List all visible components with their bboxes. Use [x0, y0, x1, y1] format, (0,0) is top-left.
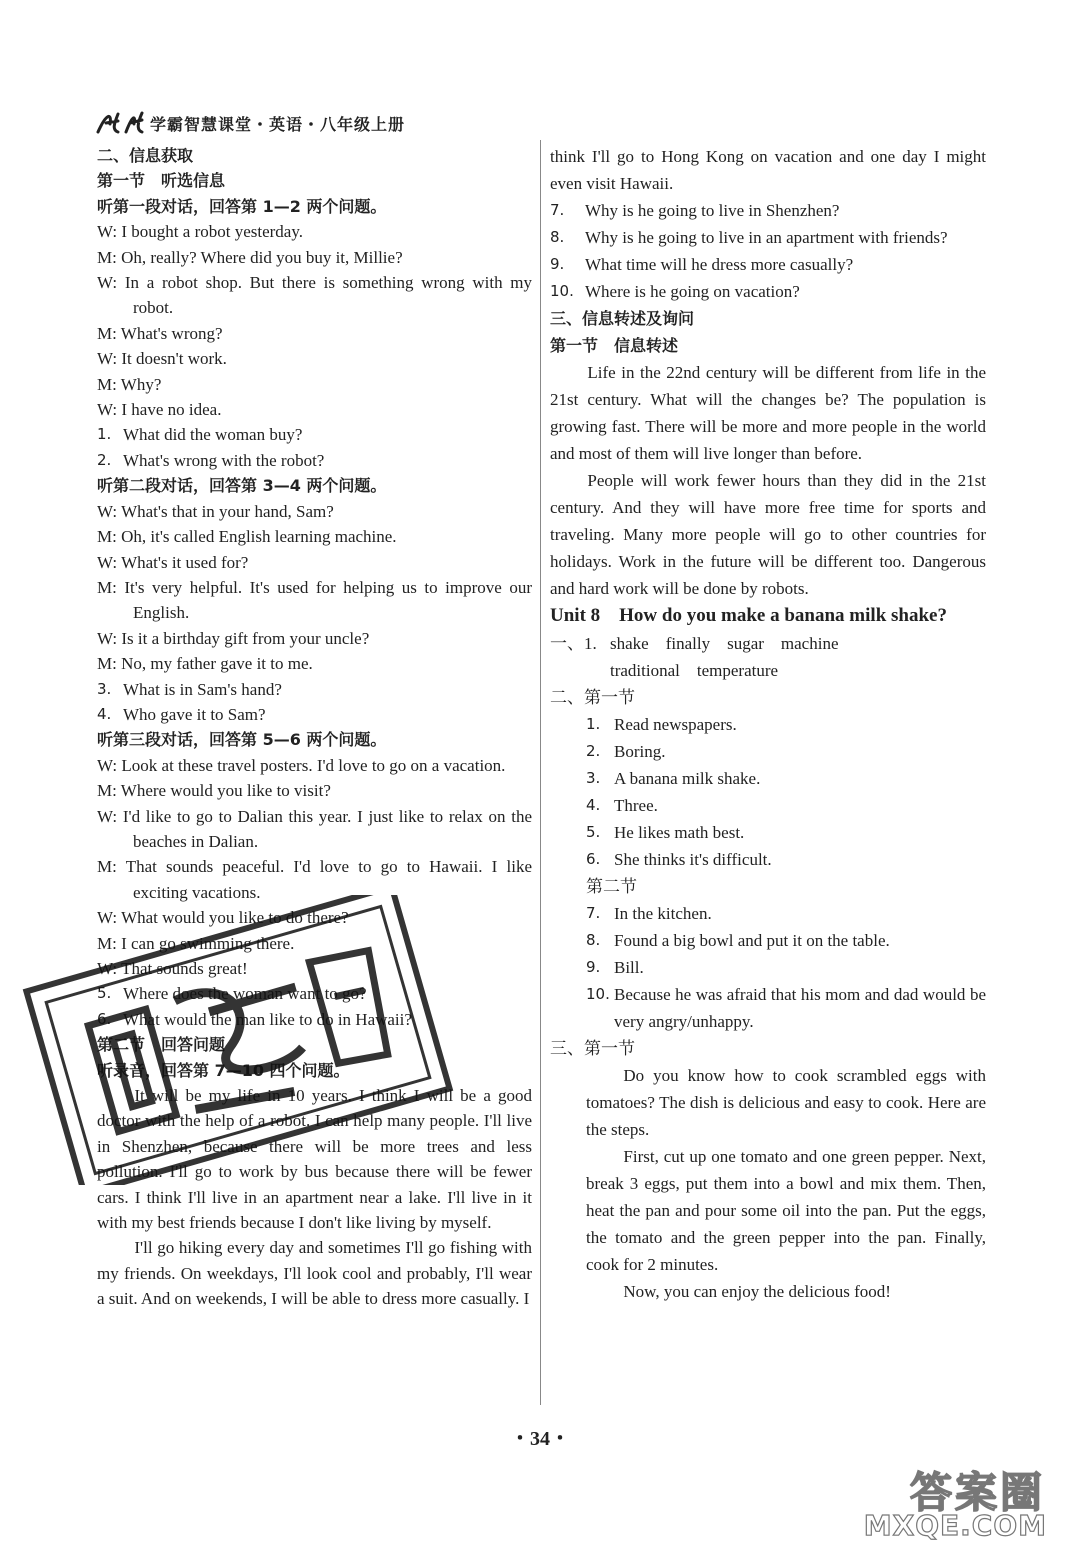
dialogue-line — [97, 804, 532, 855]
right-column — [550, 143, 986, 1305]
passage-paragraph: Now, you can enjoy the delicious food! — [623, 1282, 891, 1301]
item-number: 7. — [586, 904, 601, 922]
dialogue-line — [97, 956, 532, 981]
page-number: ・34・ — [510, 1428, 570, 1450]
dialogue-2 — [97, 499, 532, 677]
dialogue-line — [97, 550, 532, 575]
unit-title: Unit 8 How do you make a banana milk shake? — [550, 605, 947, 626]
dialogue-text: What's that in your hand, Sam? — [121, 501, 334, 521]
passage-paragraph: It will be my life in 10 years. I think I will be a good doctor with the help of a robot. I can help many people. I'll live in Shenzhen, because there will be more trees and less pollution. I'll go to work by bus because there will be fewer cars. I think I'll live in an apartment near a lake. I'll live in it with my best friends because I don't like living by myself. — [97, 1086, 532, 1233]
list-item — [97, 677, 532, 702]
dialogue-text: What's wrong? — [120, 323, 223, 343]
speaker-label: W: — [97, 501, 122, 521]
section-label: 一、1. — [550, 634, 597, 653]
book-title: 学霸智慧课堂・英语・八年级上册 — [150, 114, 406, 134]
item-number: 4. — [586, 796, 601, 814]
item-text: Found a big bowl and put it on the table. — [614, 931, 890, 950]
dialogue-text: Look at these travel posters. I'd love to go on a vacation. — [121, 755, 506, 775]
dialogue-text: That sounds great! — [121, 959, 248, 978]
speaker-label: M: — [97, 577, 125, 597]
speaker-label: W: — [97, 628, 122, 648]
site-watermark — [855, 1460, 1055, 1542]
item-number: 10. — [586, 985, 610, 1003]
dialogue-line — [97, 778, 532, 803]
dialogue-text: Where would you like to visit? — [120, 781, 331, 801]
list-item — [550, 711, 986, 738]
dialogue-text: I'd like to go to Dalian this year. I just like to relax on the beaches in Dalian. — [122, 806, 532, 851]
list-item — [550, 927, 986, 954]
item-text: What time will he dress more casually? — [585, 255, 854, 274]
item-number: 8. — [586, 931, 601, 949]
item-text: What did the woman buy? — [123, 425, 303, 445]
item-text: Where is he going on vacation? — [585, 282, 800, 301]
dialogue-line — [97, 575, 532, 626]
speaker-label: W: — [97, 349, 122, 369]
item-number: 10. — [550, 282, 574, 300]
dialogue-line — [97, 499, 532, 524]
item-number: 5. — [97, 984, 112, 1003]
item-text: Bill. — [614, 958, 644, 977]
list-item — [550, 224, 986, 251]
dialogue-3 — [97, 753, 532, 982]
item-number: 3. — [586, 769, 601, 787]
speaker-label: W: — [97, 755, 122, 775]
part-heading: 第一节 信息转述 — [550, 336, 679, 355]
speaker-label: W: — [97, 400, 122, 420]
item-text: Where does the woman want to go? — [123, 984, 367, 1004]
item-text: What's wrong with the robot? — [123, 450, 325, 470]
dialogue-line — [97, 753, 532, 778]
item-number: 2. — [97, 450, 112, 469]
dialogue-line — [97, 651, 532, 676]
speaker-label: M: — [97, 654, 122, 674]
passage-paragraph: Life in the 22nd century will be different from life in the 21st century. What will the changes be? The population is growing fast. There will be more and more people in the world and most of them will live longer than before. — [550, 363, 986, 463]
speaker-label: M: — [97, 527, 122, 547]
item-text: Why is he going to live in Shenzhen? — [585, 201, 840, 220]
item-number: 9. — [550, 255, 565, 273]
section-heading: 三、信息转述及询问 — [550, 309, 695, 328]
item-text: Because he was afraid that his mom and dad would be very angry/unhappy. — [614, 985, 986, 1031]
dialogue-line — [97, 931, 532, 956]
dialogue-text: It doesn't work. — [121, 349, 227, 369]
item-text: Boring. — [614, 742, 666, 761]
question-list-3 — [97, 981, 532, 1032]
speaker-label: M: — [97, 857, 126, 877]
list-item — [550, 846, 986, 873]
speaker-label: M: — [97, 933, 122, 953]
item-number: 9. — [586, 958, 601, 976]
speaker-label: W: — [97, 552, 122, 572]
speaker-label: M: — [97, 781, 121, 801]
item-number: 8. — [550, 228, 565, 246]
dialogue-text: In a robot shop. But there is something wrong with my robot. — [124, 273, 532, 318]
list-item — [97, 981, 532, 1006]
dialogue-line — [97, 219, 532, 244]
column-divider — [540, 140, 541, 1405]
list-item — [550, 278, 986, 305]
item-text: What would the man like to do in Hawaii? — [123, 1009, 412, 1029]
dialogue-text: I have no idea. — [121, 400, 222, 420]
part-label: 第二节 — [586, 877, 637, 896]
item-number: 6. — [586, 850, 601, 868]
item-number: 1. — [586, 715, 601, 733]
item-text: A banana milk shake. — [614, 769, 761, 788]
item-number: 1. — [97, 425, 112, 444]
passage-paragraph: People will work fewer hours than they did in the 21st century. And they will have more free time for sports and traveling. Many more people will go to other countries for holidays. Work in the future will be different too. Dangerous and hard work will be done by robots. — [550, 471, 986, 598]
item-text: Read newspapers. — [614, 715, 737, 734]
watermark-url: MXQE.COM — [863, 1509, 1047, 1542]
item-number: 5. — [586, 823, 601, 841]
dialogue-line — [97, 524, 532, 549]
answer-section-1 — [550, 630, 986, 657]
dialogue-line — [97, 397, 532, 422]
list-item — [550, 954, 986, 981]
question-list-2 — [97, 677, 532, 728]
question-list-4 — [550, 197, 986, 305]
list-item — [550, 738, 986, 765]
speaker-label: W: — [97, 806, 123, 826]
item-number: 4. — [97, 704, 112, 723]
dialogue-text: Why? — [120, 374, 162, 394]
dialogue-line — [97, 626, 532, 651]
section-label: 二、第一节 — [550, 688, 635, 707]
speaker-label: W: — [97, 959, 122, 978]
dialogue-intro: 听第三段对话，回答第 5—6 两个问题。 — [97, 730, 387, 750]
list-item — [550, 981, 986, 1035]
list-item — [550, 900, 986, 927]
list-item — [97, 1007, 532, 1032]
dialogue-text: That sounds peaceful. I'd love to go to Hawaii. I like exciting vacations. — [125, 857, 532, 902]
speaker-label: M: — [97, 323, 121, 343]
dialogue-intro: 听第一段对话，回答第 1—2 两个问题。 — [97, 196, 387, 216]
watermark-title: 答案圈 — [909, 1468, 1045, 1517]
part-heading: 第二节 回答问题 — [97, 1035, 226, 1055]
speaker-label: W: — [97, 273, 125, 293]
item-text: Who gave it to Sam? — [123, 704, 266, 724]
list-item — [550, 819, 986, 846]
list-item — [550, 792, 986, 819]
item-text: Three. — [614, 796, 658, 815]
dialogue-text: No, my father gave it to me. — [121, 654, 313, 674]
speaker-label: W: — [97, 908, 122, 928]
section-label: 三、第一节 — [550, 1039, 635, 1058]
running-header — [96, 108, 405, 138]
dialogue-line — [97, 854, 532, 905]
dialogue-text: I can go swimming there. — [121, 933, 295, 953]
left-column — [97, 143, 532, 1312]
speaker-label: W: — [97, 222, 122, 242]
answer-list-2 — [550, 900, 986, 1035]
dialogue-1 — [97, 219, 532, 422]
list-item — [550, 765, 986, 792]
list-item — [97, 448, 532, 473]
dialogue-line — [97, 245, 532, 270]
list-item — [550, 251, 986, 278]
part-heading: 第一节 听选信息 — [97, 171, 226, 191]
dialogue-text: I bought a robot yesterday. — [121, 222, 303, 242]
speaker-label: M: — [97, 374, 121, 394]
item-number: 6. — [97, 1009, 112, 1028]
list-item — [550, 197, 986, 224]
dialogue-line — [97, 270, 532, 321]
dialogue-line — [97, 346, 532, 371]
dialogue-text: What's it used for? — [121, 552, 249, 572]
list-item — [97, 702, 532, 727]
publisher-logo-icon — [96, 110, 144, 136]
dialogue-text: Is it a birthday gift from your uncle? — [121, 628, 370, 648]
passage-paragraph: Do you know how to cook scrambled eggs with tomatoes? The dish is delicious and easy to cook. Here are the steps. — [586, 1066, 986, 1139]
passage-paragraph: First, cut up one tomato and one green pepper. Next, break 3 eggs, put them into a bowl and mix them. Then, heat the pan and pour some oil into the pan. Put the eggs, the tomato and the green pepper into the pan. Finally, cook for 2 minutes. — [586, 1147, 986, 1274]
dialogue-line — [97, 905, 532, 930]
item-text: What is in Sam's hand? — [123, 679, 282, 699]
dialogue-text: Oh, it's called English learning machine. — [121, 527, 397, 547]
passage-continuation: think I'll go to Hong Kong on vacation and one day I might even visit Hawaii. — [550, 147, 986, 193]
dialogue-text: What would you like to do there? — [121, 908, 349, 928]
answer-list-1 — [550, 711, 986, 873]
item-number: 2. — [586, 742, 601, 760]
question-list-1 — [97, 422, 532, 473]
item-number: 7. — [550, 201, 565, 219]
dialogue-text: It's very helpful. It's used for helping us to improve our English. — [124, 577, 532, 623]
section-heading: 二、信息获取 — [97, 146, 194, 165]
dialogue-line — [97, 372, 532, 397]
speaker-label: M: — [97, 247, 122, 267]
item-text: Why is he going to live in an apartment with friends? — [585, 228, 948, 247]
word-answers: shake finally sugar machine — [610, 634, 839, 653]
item-text: She thinks it's difficult. — [614, 850, 772, 869]
item-text: He likes math best. — [614, 823, 745, 842]
dialogue-line — [97, 321, 532, 346]
passage-paragraph: I'll go hiking every day and sometimes I'll go fishing with my friends. On weekdays, I'll look cool and probably, I'll wear a suit. And on weekends, I will be able to dress more casually. I — [97, 1238, 532, 1309]
item-number: 3. — [97, 679, 112, 698]
item-text: In the kitchen. — [614, 904, 712, 923]
word-answers: traditional temperature — [610, 661, 779, 680]
dialogue-text: Oh, really? Where did you buy it, Millie? — [121, 247, 403, 267]
dialogue-intro: 听第二段对话，回答第 3—4 两个问题。 — [97, 476, 387, 496]
recording-intro: 听录音，回答第 7—10 四个问题。 — [97, 1060, 350, 1080]
list-item — [97, 422, 532, 447]
